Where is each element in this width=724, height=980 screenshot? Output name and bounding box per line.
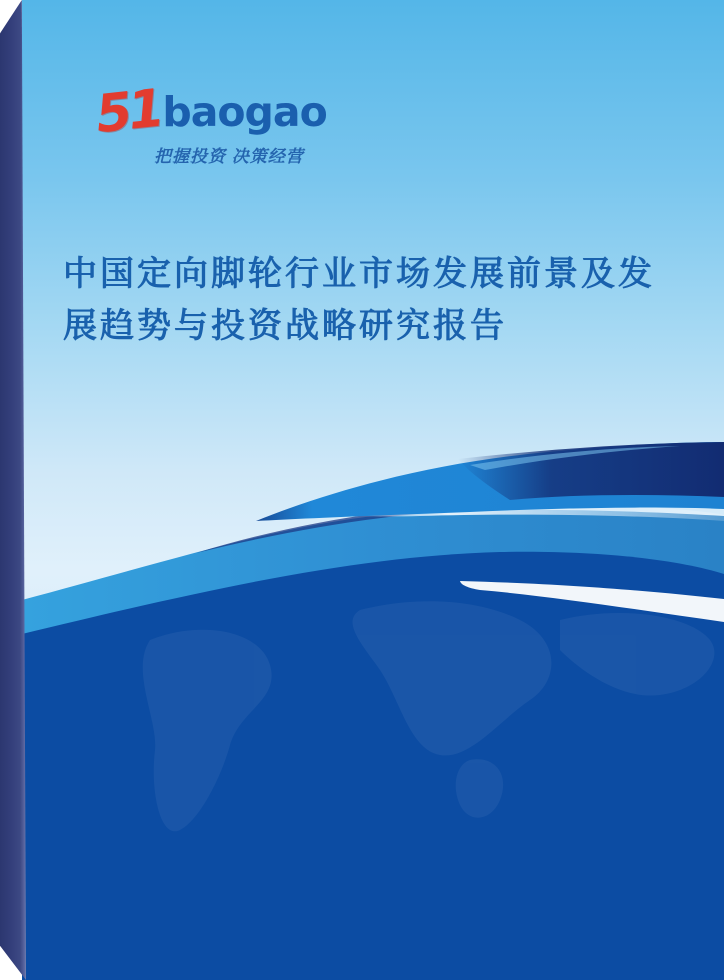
report-title-line-2: 展趋势与投资战略研究报告 [63, 307, 507, 345]
report-title [63, 248, 683, 352]
logo-tagline: 把握投资 决策经营 [154, 147, 304, 166]
book-spine [0, 0, 26, 980]
logo-wordmark: baogao [162, 88, 327, 136]
report-title-line-1: 中国定向脚轮行业市场发展前景及发 [63, 255, 655, 293]
logo-51-mark: 51 [93, 78, 164, 146]
logo [93, 78, 327, 167]
